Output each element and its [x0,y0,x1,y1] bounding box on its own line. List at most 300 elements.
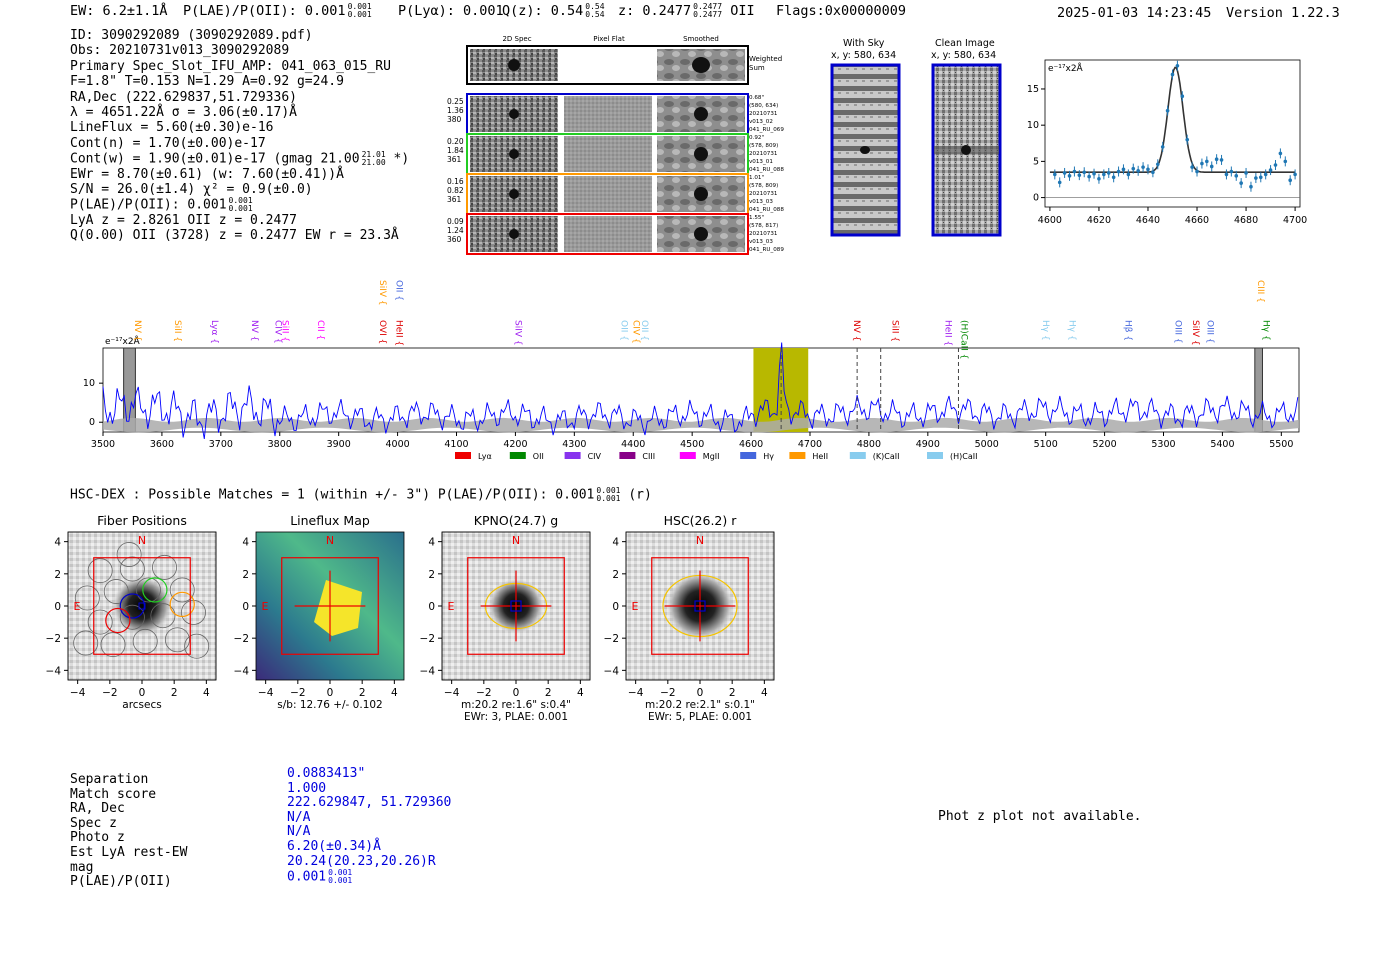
zoom-data-point [1161,145,1165,149]
compass-e: E [73,600,81,613]
label-match-score: Match score [70,786,157,802]
spectrum-y-tick-label: 0 [88,417,95,429]
cutout-left-label: 380 [447,115,462,124]
spectrum-legend-swatch [455,452,471,459]
info-obs: Obs: 20210731v013_3090292089 [70,43,290,59]
spectrum-unit-label: e⁻¹⁷x2Å [105,337,140,347]
cutout-right-label: 20210731 [749,111,778,117]
cutout-left-label: 0.09 [447,217,464,226]
header-ew: EW: 6.2±1.1Å [70,3,168,19]
cutout-smoothed-source [694,147,708,161]
zoom-data-point [1068,174,1072,178]
spectrum-line-label: SiII { [279,320,290,343]
spectrum-line-label: NV { [131,320,142,342]
spectrum-x-tick-label: 4200 [503,439,528,450]
header-version: Version 1.22.3 [1226,5,1340,21]
zoom-y-tick-label: 10 [1026,120,1039,132]
zoom-data-point [1097,177,1101,181]
label-radec: RA, Dec [70,801,125,817]
col-label-pixelflat: Pixel Flat [593,35,625,43]
zoom-y-tick-label: 15 [1026,83,1039,95]
panel-y-tick-label: −4 [603,665,619,678]
zoom-data-point [1078,173,1082,177]
panel-y-tick-label: −4 [45,665,61,678]
spectrum-legend-swatch [789,452,805,459]
zoom-y-tick-label: 0 [1032,192,1039,204]
panel-y-tick-label: 2 [242,568,249,581]
spectrum-x-tick-label: 5100 [1033,439,1058,450]
zoom-data-point [1171,73,1175,77]
zoom-data-point [1156,162,1160,166]
panel-x-tick-label: 4 [577,687,584,699]
spectrum-x-tick-label: 5300 [1151,439,1176,450]
spectrum-x-tick-label: 3600 [149,439,175,450]
zoom-data-point [1195,170,1199,174]
panel-x-tick-label: −2 [290,687,306,699]
spectrum-line-label: SiIV { [376,280,387,306]
cutout-2dspec-source [509,109,519,119]
zoom-unit-label: e⁻¹⁷x2Å [1048,64,1083,74]
cutout-left-label: 1.84 [447,146,464,155]
spectrum-line-label: OII { [393,280,404,301]
cutout-row-4 [447,214,784,254]
zoom-x-tick-label: 4660 [1184,215,1210,226]
spectrum-x-tick-label: 4300 [562,439,587,450]
panel-x-tick-label: 2 [544,687,552,699]
zoom-data-point [1146,168,1150,172]
spectrum-line-label: SiIV { [512,320,523,346]
panel-x-tick-label: 4 [761,687,768,699]
svg-text:Sum: Sum [749,64,765,72]
spectrum-legend-label: HeII [812,452,829,461]
cutout-right-label: 041_RU_089 [749,247,784,253]
spectrum-line-label: Hγ { [1260,320,1271,341]
cutout-pixelflat [564,216,652,252]
cutout-row-1 [447,94,784,134]
panel-title: Fiber Positions [97,513,187,528]
panel-x-tick-label: −2 [102,687,118,699]
cutout-right-label: v013_01 [749,159,773,165]
zoom-data-point [1185,138,1189,142]
panel-caption-1: arcsecs [122,699,162,711]
compass-e: E [447,600,455,613]
zoom-data-point [1053,173,1057,177]
panel-title: KPNO(24.7) g [473,513,559,528]
header-plya: P(Lyα): 0.001 [398,3,504,19]
cutout-pixelflat [564,96,652,132]
cutout-smoothed-source [694,227,708,241]
cutout-left-label: 361 [447,155,462,164]
zoom-data-point [1087,175,1091,179]
cutout-right-label: (578, 809) [749,143,779,149]
zoom-data-point [1141,165,1145,169]
cutout-2dspec-source [509,229,519,239]
spectrum-legend-swatch [927,452,943,459]
spectrum-line-label: CIII { [1254,280,1265,303]
value-photo-z: N/A [287,824,311,840]
cutout-row-2 [447,134,784,174]
clean-image-xy: x, y: 580, 634 [931,50,997,61]
zoom-data-point [1249,185,1253,189]
zoom-x-tick-label: 4680 [1233,215,1259,226]
spectrum-x-tick-label: 3800 [267,439,292,450]
zoom-data-point [1215,157,1219,161]
value-spec-z: N/A [287,809,311,825]
spectrum-line-label: OIII { [1204,320,1215,344]
compass-e: E [261,600,269,613]
info-lya: LyA z = 2.8261 OII z = 0.2477 [70,212,297,228]
spectrum-legend-label: Hγ [763,452,774,461]
zoom-data-point [1225,173,1229,177]
header-plae: P(LAE)/P(OII): 0.001 0.001 0.001 [183,2,372,19]
panel-x-tick-label: 0 [696,687,704,699]
zoom-data-point [1181,94,1185,98]
cutout-right-label: 041_RU_088 [749,167,784,173]
match-table-labels [70,773,187,890]
panel-y-tick-label: −2 [233,633,249,646]
spectrum-x-tick-label: 4600 [738,439,764,450]
spectrum-legend-label: OII [532,452,544,461]
spectrum-x-tick-label: 4800 [856,439,882,450]
spectrum-legend-swatch [619,452,635,459]
info-params: F=1.8" T=0.153 N=1.29 A=0.92 g=24.9 [70,74,344,90]
panel-y-tick-label: 4 [612,536,619,549]
info-contw: Cont(w) = 1.90(±0.01)e-17 (gmag 21.00 21.01 21.00 *) [70,150,410,168]
panel-x-tick-label: 4 [391,687,398,699]
panel-caption-1: m:20.2 re:1.6" s:0.4" [461,699,571,711]
compass-n: N [695,534,705,547]
header-timestamp: 2025-01-03 14:23:45 [1057,5,1212,21]
info-id: ID: 3090292089 (3090292089.pdf) [70,28,313,43]
zoom-data-point [1269,168,1273,172]
cutout-left-label: 1.36 [447,106,464,115]
header-qz: Q(z): 0.54 0.54 0.54 [502,2,605,19]
spectrum-line-label: SiIV { [1190,320,1201,346]
zoom-data-point [1176,64,1180,68]
cutout-left-label: 360 [447,235,462,244]
panel-x-tick-label: 0 [138,687,146,699]
cutout-left-label: 0.20 [447,137,464,146]
cutout-2dspec-source [509,149,519,159]
panel-x-tick-label: 2 [728,687,736,699]
spectrum-line-label: CIV { [630,320,641,344]
spectrum-legend-swatch [565,452,581,459]
panel-title: Lineflux Map [290,513,370,528]
value-mag: 20.24(20.23,20.26)R [287,853,436,869]
panel-y-tick-label: 4 [428,536,435,549]
zoom-data-point [1082,170,1086,174]
zoom-data-point [1131,167,1135,171]
spectrum-x-tick-label: 5200 [1092,439,1117,450]
detection-info [70,28,409,243]
cutout-right-label: 041_RU_088 [749,207,784,213]
spectrum-line-label: HeII { [393,320,404,347]
zoom-data-point [1205,160,1209,164]
zoom-data-point [1117,170,1121,174]
zoom-data-point [1166,109,1170,113]
zoom-data-point [1102,173,1106,177]
label-separation: Separation [70,772,149,787]
spectrum-line-label: OVI { [376,320,387,345]
spectrum-legend-swatch [850,452,866,459]
zoom-x-tick-label: 4600 [1037,215,1062,226]
panel-x-tick-label: −2 [660,687,676,699]
spectrum-x-tick-label: 4000 [385,439,410,450]
spectrum-line-label: SiII { [171,320,182,343]
panel-x-tick-label: 4 [203,687,210,699]
cutout-left-label: 0.16 [447,177,464,186]
panel-caption-2: EWr: 5, PLAE: 0.001 [647,711,753,723]
zoom-data-point [1293,173,1297,177]
cutout-right-label: (578, 809) [749,183,779,189]
zoom-x-tick-label: 4700 [1283,215,1308,226]
zoom-data-point [1234,174,1238,178]
zoom-data-point [1063,171,1067,175]
compass-n: N [137,534,147,547]
spectrum-legend-label: (H)CaII [950,452,978,461]
panel-y-tick-label: 0 [612,601,619,613]
cutout-left-label: 1.24 [447,226,464,235]
panel-x-tick-label: −4 [627,687,644,699]
value-plae: 0.001 0.001 0.001 [287,868,353,886]
cutout-right-label: 20210731 [749,191,778,197]
cutout-2dspec-source [509,189,519,199]
panel-y-tick-label: 2 [612,568,619,581]
spectrum-line-label: Hγ { [1039,320,1050,341]
cutout-right-label: v013_02 [749,119,773,125]
zoom-data-point [1127,173,1131,177]
spectrum-line-label: CIV { [272,320,283,344]
cutout-right-label: 20210731 [749,231,778,237]
cutout-row-3 [447,174,784,214]
panel-x-tick-label: −2 [476,687,492,699]
spectrum-legend-label: CIV [587,452,602,461]
panel-caption-1: m:20.2 re:2.1" s:0.1" [645,699,755,711]
spectrum-line-label: Lyα { [209,320,220,345]
spectrum-line-label: OII { [639,320,650,341]
panel-x-tick-label: 2 [358,687,366,699]
spectrum-line-label: OIII { [1172,320,1183,344]
spectrum-legend-swatch [510,452,526,459]
cutout-left-label: 0.82 [447,186,464,195]
with-sky-xy: x, y: 580, 634 [831,50,897,61]
zoom-data-point [1073,170,1077,174]
cutout-left-label: 0.25 [447,97,464,106]
spectrum-legend-label: Lyα [478,452,492,461]
panel-y-tick-label: −2 [419,633,435,646]
cutout-right-label: 0.92" [749,135,765,141]
panel-x-tick-label: −4 [443,687,460,699]
zoom-x-tick-label: 4620 [1086,215,1112,226]
panel-2 [234,513,404,711]
panel-y-tick-label: 4 [242,536,249,549]
source-blob [112,576,172,636]
spectrum-x-tick-label: 3700 [208,439,233,450]
panel-y-tick-label: 2 [54,568,61,581]
label-mag: mag [70,859,94,875]
info-q: Q(0.00) OII (3728) z = 0.2477 EW r = 23.3Å [70,228,399,244]
value-separation: 0.0883413" [287,766,366,781]
value-lya-ew: 6.20(±0.34)Å [287,838,381,854]
zoom-data-point [1190,165,1194,169]
spectrum-line-label: NV { [249,320,260,342]
header-flags: Flags:0x00000009 [776,3,907,19]
header-z: z: 0.2477 0.2477 0.2477 OII [618,2,755,19]
panel-y-tick-label: 0 [54,601,61,613]
zoom-data-point [1136,169,1140,173]
info-lambda: λ = 4651.22Å σ = 3.06(±0.17)Å [70,104,297,120]
cutout-right-label: 041_RU_069 [749,127,784,133]
cutout-right-label: 0.68" [749,95,765,101]
spectrum-x-tick-label: 5000 [974,439,999,450]
spectrum-y-tick-label: 10 [82,378,95,390]
cutout-right-label: 20210731 [749,151,778,157]
cutout-smoothed-source [694,107,708,121]
zoom-data-point [1112,176,1116,180]
label-spec-z: Spec z [70,815,117,831]
zoom-data-point [1210,165,1214,169]
hsc-dex-title: HSC-DEX : Possible Matches = 1 (within +/- 3") P(LAE)/P(OII): 0.001 0.001 0.001 (r) [70,486,652,503]
cutout-smoothed-source [694,187,708,201]
spectrum-x-tick-label: 3500 [90,439,116,450]
info-plae: P(LAE)/P(OII): 0.001 0.001 0.001 [70,196,253,214]
spectrum-x-tick-label: 4400 [621,439,646,450]
value-radec: 222.629847, 51.729360 [287,795,452,811]
value-match-score: 1.000 [287,780,327,796]
cutout-right-label: v013_03 [749,199,773,205]
spectrum-line-label: HeII { [942,320,953,347]
spectra-cutouts [440,30,800,260]
cutout-pixelflat [564,136,652,172]
panel-x-tick-label: −4 [69,687,86,699]
zoom-data-point [1274,163,1278,167]
zoom-data-point [1288,178,1292,182]
clean-image-title: Clean Image [935,38,995,49]
weighted-sum-label: Weighted [749,55,783,63]
spectrum-line-label: (H)CaII { [958,320,969,360]
zoom-data-point [1058,181,1062,185]
spectrum-x-tick-label: 3900 [326,439,351,450]
panel-y-tick-label: −2 [45,633,61,646]
panel-3 [420,513,590,723]
spectrum-legend-label: MgII [702,452,720,461]
match-table-values [287,767,451,884]
panel-title: HSC(26.2) r [663,513,737,528]
zoom-data-point [1230,170,1234,174]
sky-images [828,62,1008,238]
zoom-data-point [1239,181,1243,185]
info-primary: Primary Spec_Slot_IFU_AMP: 041_063_015_RU [70,58,391,74]
panel-x-tick-label: 0 [512,687,520,699]
panel-y-tick-label: −2 [603,633,619,646]
spectrum-x-tick-label: 4500 [680,439,705,450]
zoom-plot-frame [1045,60,1300,207]
cutout-right-label: v013_03 [749,239,773,245]
compass-n: N [511,534,521,547]
spectrum-x-tick-label: 5500 [1269,439,1294,450]
zoom-data-point [1107,171,1111,175]
spectrum-legend-label: CIII [642,452,656,461]
cutout-left-label: 361 [447,195,462,204]
info-radec: RA,Dec (222.629837,51.729336) [70,89,297,105]
zoom-y-tick-label: 5 [1032,156,1039,168]
spectrum-legend-swatch [680,452,696,459]
panel-y-tick-label: 2 [428,568,435,581]
label-photo-z: Photo z [70,830,125,846]
cutout-right-label: (578, 817) [749,223,779,229]
label-plae: P(LAE)/P(OII) [70,874,172,890]
line-fit-zoom-chart [1025,55,1310,230]
cutout-pixelflat [564,176,652,212]
imaging-panels [40,510,800,725]
panel-4 [604,513,774,723]
panel-x-tick-label: 2 [170,687,178,699]
spectrum-line-label: OII { [618,320,629,341]
spectrum-x-tick-label: 4700 [797,439,823,450]
label-lya-ew: Est LyA rest-EW [70,844,188,860]
panel-1 [46,513,216,711]
zoom-data-point [1092,172,1096,176]
spectrum-line-label: CII { [315,320,326,341]
spectrum-x-tick-label: 4100 [444,439,469,450]
zoom-data-point [1279,152,1283,156]
full-spectrum-chart [80,275,1320,465]
panel-y-tick-label: 0 [428,601,435,613]
panel-caption-1: s/b: 12.76 +/- 0.102 [277,699,383,711]
panel-caption-2: EWr: 3, PLAE: 0.001 [463,711,569,723]
phot-z-message: Phot z plot not available. [938,809,1142,824]
spectrum-line-label: Hβ { [1122,320,1133,342]
zoom-data-point [1122,168,1126,172]
col-label-2dspec: 2D Spec [502,35,532,43]
spectrum-line-label: Hγ { [1066,320,1077,341]
zoom-data-point [1264,173,1268,177]
spectrum-line-label: NV { [851,320,862,342]
panel-x-tick-label: 0 [326,687,334,699]
zoom-data-point [1283,160,1287,164]
with-sky-title: With Sky [843,38,885,49]
panel-y-tick-label: 0 [242,601,249,613]
info-lineflux: LineFlux = 5.60(±0.30)e-16 [70,120,274,136]
zoom-x-tick-label: 4640 [1135,215,1161,226]
zoom-data-point [1259,176,1263,180]
spectrum-x-tick-label: 4900 [915,439,940,450]
panel-y-tick-label: 4 [54,536,61,549]
info-ewr: EWr = 8.70(±0.61) (w: 7.60(±0.41))Å [70,166,344,182]
info-contn: Cont(n) = 1.70(±0.00)e-17 [70,135,266,151]
zoom-data-point [1254,176,1258,180]
col-label-smoothed: Smoothed [683,35,719,43]
weighted-sum-row [467,46,782,84]
panel-y-tick-label: −4 [419,665,435,678]
cutout-right-label: 1.01" [749,175,765,181]
zoom-data-point [1244,171,1248,175]
panel-x-tick-label: −4 [257,687,274,699]
zoom-data-point [1200,162,1204,166]
cutout-right-label: (580, 634) [749,103,779,109]
spectrum-x-tick-label: 5400 [1210,439,1235,450]
compass-e: E [631,600,639,613]
spectrum-legend-label: (K)CaII [872,452,900,461]
zoom-data-point [1151,170,1155,174]
panel-y-tick-label: −4 [233,665,249,678]
spectrum-legend-swatch [740,452,756,459]
zoom-data-point [1220,158,1224,162]
cutout-right-label: 1.55" [749,215,765,221]
info-sn: S/N = 26.0(±1.4) χ² = 0.9(±0.0) [70,181,313,197]
spectrum-line-label: SiII { [889,320,900,343]
compass-n: N [325,534,335,547]
